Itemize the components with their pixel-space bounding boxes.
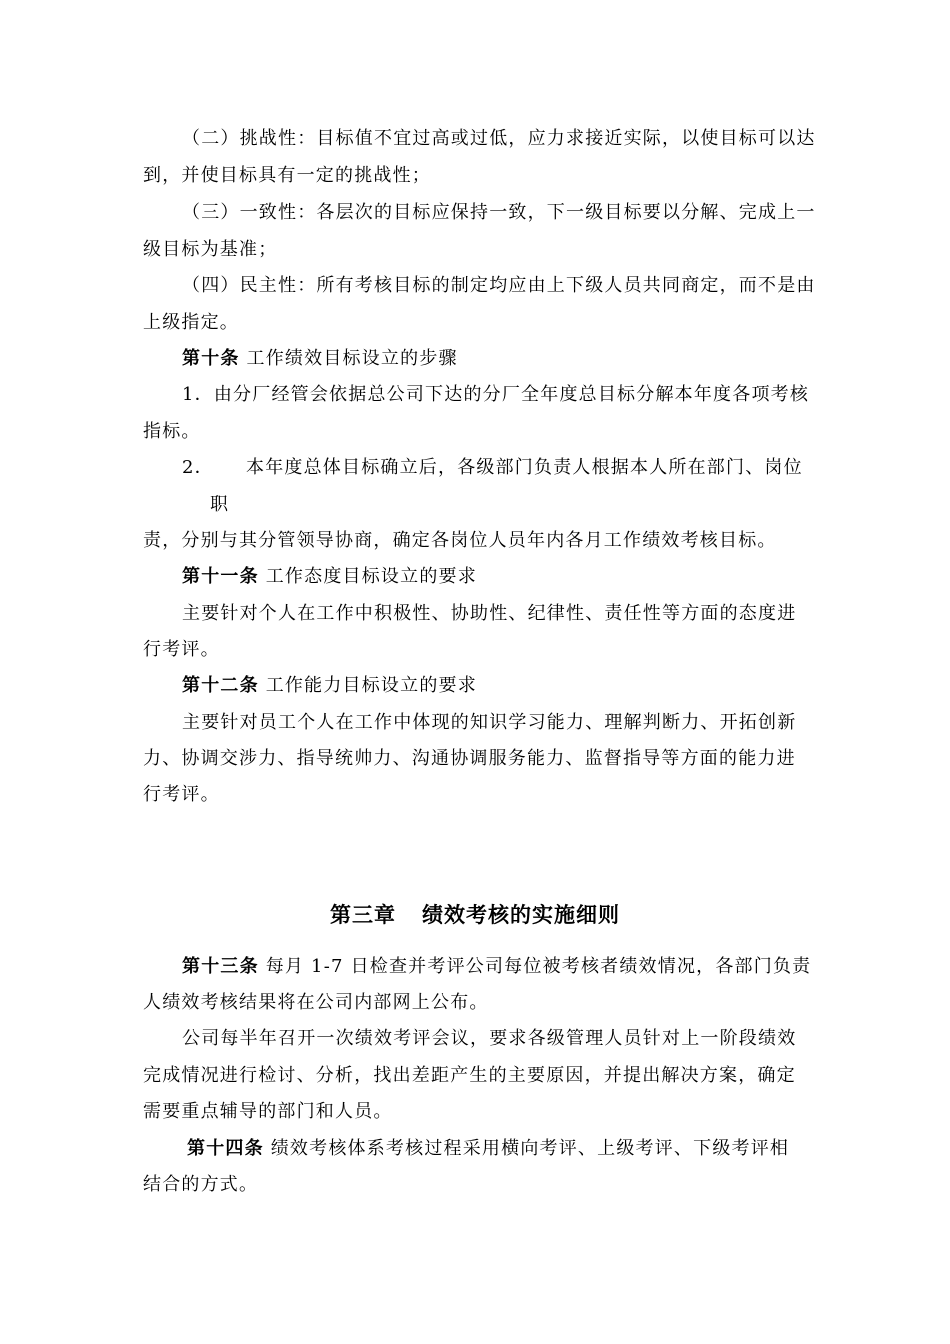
article-12-heading xyxy=(182,673,477,699)
article-10-step1-line2: 指标。 xyxy=(143,421,201,442)
article-10-heading xyxy=(182,346,458,372)
article-12-line2: 力、协调交涉力、指导统帅力、沟通协调服务能力、监督指导等方面的能力进 xyxy=(143,748,796,769)
article-12-line1: 主要针对员工个人在工作中体现的知识学习能力、理解判断力、开拓创新 xyxy=(182,712,797,733)
article-11-heading xyxy=(182,564,477,590)
article-13-para2-line3: 需要重点辅导的部门和人员。 xyxy=(143,1101,393,1122)
article-10-step1-line1: 1．由分厂经管会依据总公司下达的分厂全年度总目标分解本年度各项考核 xyxy=(182,384,810,405)
article-12-title: 工作能力目标设立的要求 xyxy=(265,675,477,696)
article-14-label: 第十四条 xyxy=(187,1138,264,1159)
article-14-line1-row xyxy=(187,1136,789,1162)
article-10-step2-line3: 责，分别与其分管领导协商，确定各岗位人员年内各月工作绩效考核目标。 xyxy=(143,530,777,551)
article-13-line1: 每月 1-7 日检查并考评公司每位被考核者绩效情况，各部门负责 xyxy=(265,956,812,977)
item-consistency-line1: （三）一致性：各层次的目标应保持一致，下一级目标要以分解、完成上一 xyxy=(182,202,816,223)
article-11-line2: 行考评。 xyxy=(143,639,220,660)
article-12-line3: 行考评。 xyxy=(143,784,220,805)
item-democracy-line2: 上级指定。 xyxy=(143,312,239,333)
chapter-3-number: 第三章 xyxy=(330,903,396,927)
article-11-label: 第十一条 xyxy=(182,566,259,587)
article-12-label: 第十二条 xyxy=(182,675,259,696)
item-challenge-line2: 到，并使目标具有一定的挑战性； xyxy=(143,165,431,186)
article-13-line2: 人绩效考核结果将在公司内部网上公布。 xyxy=(143,992,489,1013)
article-13-label: 第十三条 xyxy=(182,956,259,977)
article-13-para2-line1: 公司每半年召开一次绩效考评会议，要求各级管理人员针对上一阶段绩效 xyxy=(182,1028,797,1049)
article-10-label: 第十条 xyxy=(182,348,240,369)
article-11-title: 工作态度目标设立的要求 xyxy=(265,566,477,587)
item-democracy-line1: （四）民主性：所有考核目标的制定均应由上下级人员共同商定，而不是由 xyxy=(182,275,816,296)
article-10-step2-number: 2． xyxy=(182,457,214,478)
article-14-line1: 绩效考核体系考核过程采用横向考评、上级考评、下级考评相 xyxy=(270,1138,790,1159)
chapter-3-heading xyxy=(0,900,950,930)
article-14-line2: 结合的方式。 xyxy=(143,1174,259,1195)
item-consistency-line2: 级目标为基准； xyxy=(143,239,278,260)
article-13-line1-row xyxy=(182,954,811,980)
article-13-para2-line2: 完成情况进行检讨、分析，找出差距产生的主要原因，并提出解决方案，确定 xyxy=(143,1065,796,1086)
article-11-line1: 主要针对个人在工作中积极性、协助性、纪律性、责任性等方面的态度进 xyxy=(182,603,797,624)
chapter-3-title: 绩效考核的实施细则 xyxy=(422,903,620,927)
item-challenge-line1: （二）挑战性：目标值不宜过高或过低，应力求接近实际，以使目标可以达 xyxy=(182,128,816,149)
article-10-step2-line2: 职 xyxy=(210,494,230,515)
article-10-step2-line1: 本年度总体目标确立后，各级部门负责人根据本人所在部门、岗位 xyxy=(246,457,803,478)
article-10-title: 工作绩效目标设立的步骤 xyxy=(246,348,458,369)
